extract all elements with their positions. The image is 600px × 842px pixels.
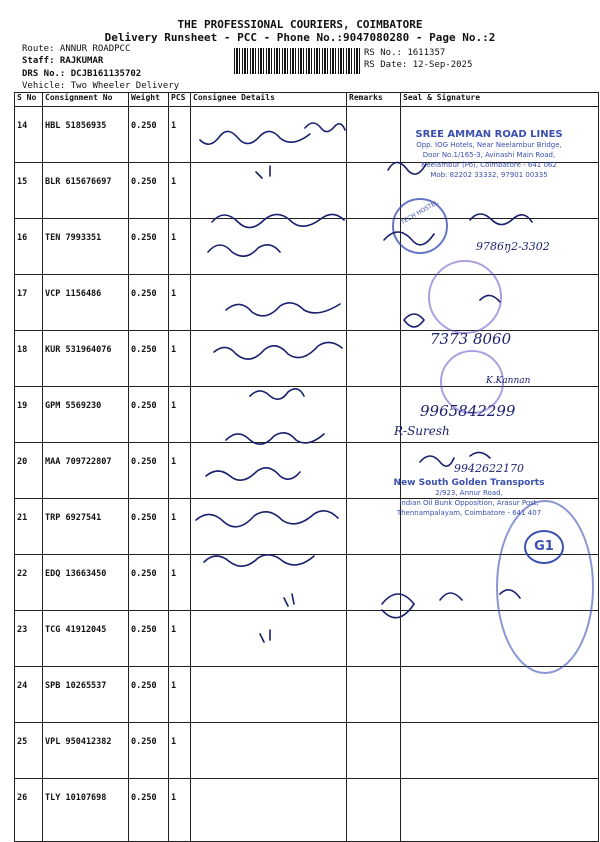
g1-stamp: G1 bbox=[524, 530, 564, 564]
sno-cell: 20 bbox=[15, 443, 43, 499]
scribble-24 bbox=[204, 555, 314, 566]
handwritten-phone-2: 7373 8060 bbox=[430, 330, 512, 348]
runsheet-title: Delivery Runsheet - PCC - Phone No.:9047080280 - Page No.:2 bbox=[104, 31, 496, 44]
weight-cell: 0.250 bbox=[129, 387, 169, 443]
consignment-cell: TCG 41912045 bbox=[43, 611, 129, 667]
weight-cell: 0.250 bbox=[129, 219, 169, 275]
stamp-line: 2/923, Annur Road, bbox=[435, 489, 503, 497]
consignment-cell: HBL 51856935 bbox=[43, 107, 129, 163]
weight-cell: 0.250 bbox=[129, 275, 169, 331]
pcs-cell: 1 bbox=[169, 275, 191, 331]
pcs-cell: 1 bbox=[169, 499, 191, 555]
col-header: Consignee Details bbox=[191, 93, 347, 107]
tech-hostel-text: TECH HOSTEL bbox=[399, 199, 440, 227]
pcs-cell: 1 bbox=[169, 555, 191, 611]
scribble-25 bbox=[260, 594, 294, 642]
stamp-line: Thennampalayam, Coimbatore - 641 407 bbox=[396, 509, 542, 517]
handwritten-name-1: K.Kannan bbox=[486, 376, 531, 386]
col-header: S No bbox=[15, 93, 43, 107]
consignment-cell: TLY 10107698 bbox=[43, 779, 129, 842]
pcs-cell: 1 bbox=[169, 387, 191, 443]
consignment-cell: VPL 950412382 bbox=[43, 723, 129, 779]
weight-cell: 0.250 bbox=[129, 331, 169, 387]
handwritten-remark-1: R-Suresh bbox=[394, 424, 450, 438]
weight-cell: 0.250 bbox=[129, 499, 169, 555]
scribble-15 bbox=[256, 166, 270, 178]
signature-15 bbox=[388, 162, 426, 174]
sno-cell: 18 bbox=[15, 331, 43, 387]
scribble-23 bbox=[196, 511, 338, 527]
sno-cell: 23 bbox=[15, 611, 43, 667]
stamp-line: New South Golden Transports bbox=[393, 478, 545, 488]
col-header: Weight bbox=[129, 93, 169, 107]
consignment-cell: BLR 615676697 bbox=[43, 163, 129, 219]
handwritten-phone-1: 9786ŋ2-3302 bbox=[476, 240, 550, 253]
stamp-line: Indian Oil Bunk Opposition, Arasur Post, bbox=[399, 499, 539, 507]
sno-cell: 14 bbox=[15, 107, 43, 163]
consignment-cell: GPM 5569230 bbox=[43, 387, 129, 443]
company-title: THE PROFESSIONAL COURIERS, COIMBATORE bbox=[177, 18, 423, 31]
consignment-cell: KUR 531964076 bbox=[43, 331, 129, 387]
sno-cell: 25 bbox=[15, 723, 43, 779]
weight-cell: 0.250 bbox=[129, 779, 169, 842]
pcs-cell: 1 bbox=[169, 779, 191, 842]
consignment-cell: TEN 7993351 bbox=[43, 219, 129, 275]
stamp-line: SREE AMMAN ROAD LINES bbox=[415, 129, 563, 140]
pcs-cell: 1 bbox=[169, 611, 191, 667]
consignment-cell: TRP 6927541 bbox=[43, 499, 129, 555]
stamp-line: Door No.1/165-3, Avinashi Main Road, bbox=[422, 151, 556, 159]
col-header: Remarks bbox=[347, 93, 401, 107]
pcs-cell: 1 bbox=[169, 443, 191, 499]
sno-cell: 17 bbox=[15, 275, 43, 331]
consignment-cell: EDQ 13663450 bbox=[43, 555, 129, 611]
sno-cell: 21 bbox=[15, 499, 43, 555]
rs-no-label: RS No.: 1611357 bbox=[364, 48, 446, 58]
sno-cell: 22 bbox=[15, 555, 43, 611]
scribble-21 bbox=[206, 433, 324, 480]
pcs-cell: 1 bbox=[169, 667, 191, 723]
col-header: PCS bbox=[169, 93, 191, 107]
vehicle-label: Vehicle: Two Wheeler Delivery bbox=[22, 81, 180, 91]
weight-cell: 0.250 bbox=[129, 611, 169, 667]
sno-cell: 24 bbox=[15, 667, 43, 723]
scribble-14a bbox=[305, 123, 345, 132]
pcs-cell: 1 bbox=[169, 331, 191, 387]
col-header: Consignment No bbox=[43, 93, 129, 107]
consignment-cell: SPB 10265537 bbox=[43, 667, 129, 723]
rs-date-label: RS Date: 12-Sep-2025 bbox=[364, 60, 473, 70]
scribble-14b bbox=[200, 131, 310, 144]
signature-25 bbox=[382, 590, 520, 618]
scribble-20 bbox=[250, 389, 304, 399]
stamp-line: Neelambur (Po), Coimbatore - 641 062 bbox=[421, 161, 557, 169]
drs-label: DRS No.: DCJB161135702 bbox=[22, 69, 142, 79]
pcs-cell: 1 bbox=[169, 219, 191, 275]
staff-label: Staff: RAJKUMAR bbox=[22, 56, 104, 66]
weight-cell: 0.250 bbox=[129, 443, 169, 499]
weight-cell: 0.250 bbox=[129, 667, 169, 723]
route-label: Route: ANNUR ROADPCC bbox=[22, 44, 131, 54]
stamp-line: Opp. IOG Hotels, Near Neelambur Bridge, bbox=[416, 141, 562, 149]
consignment-cell: MAA 709722807 bbox=[43, 443, 129, 499]
handwritten-phone-4: 9942622170 bbox=[454, 462, 524, 475]
weight-cell: 0.250 bbox=[129, 107, 169, 163]
col-header: Seal & Signature bbox=[401, 93, 599, 107]
weight-cell: 0.250 bbox=[129, 163, 169, 219]
scribble-17 bbox=[208, 214, 344, 256]
signature-19 bbox=[404, 295, 500, 327]
sno-cell: 19 bbox=[15, 387, 43, 443]
consignment-cell: VCP 1156486 bbox=[43, 275, 129, 331]
handwritten-phone-3: 9965842299 bbox=[420, 402, 516, 420]
sno-cell: 15 bbox=[15, 163, 43, 219]
stamp-line: Mob: 82202 33332, 97901 00335 bbox=[430, 171, 548, 179]
weight-cell: 0.250 bbox=[129, 723, 169, 779]
scribble-18 bbox=[226, 303, 340, 316]
sno-cell: 16 bbox=[15, 219, 43, 275]
sno-cell: 26 bbox=[15, 779, 43, 842]
pcs-cell: 1 bbox=[169, 107, 191, 163]
weight-cell: 0.250 bbox=[129, 555, 169, 611]
pcs-cell: 1 bbox=[169, 163, 191, 219]
scribble-19 bbox=[214, 342, 342, 359]
pcs-cell: 1 bbox=[169, 723, 191, 779]
